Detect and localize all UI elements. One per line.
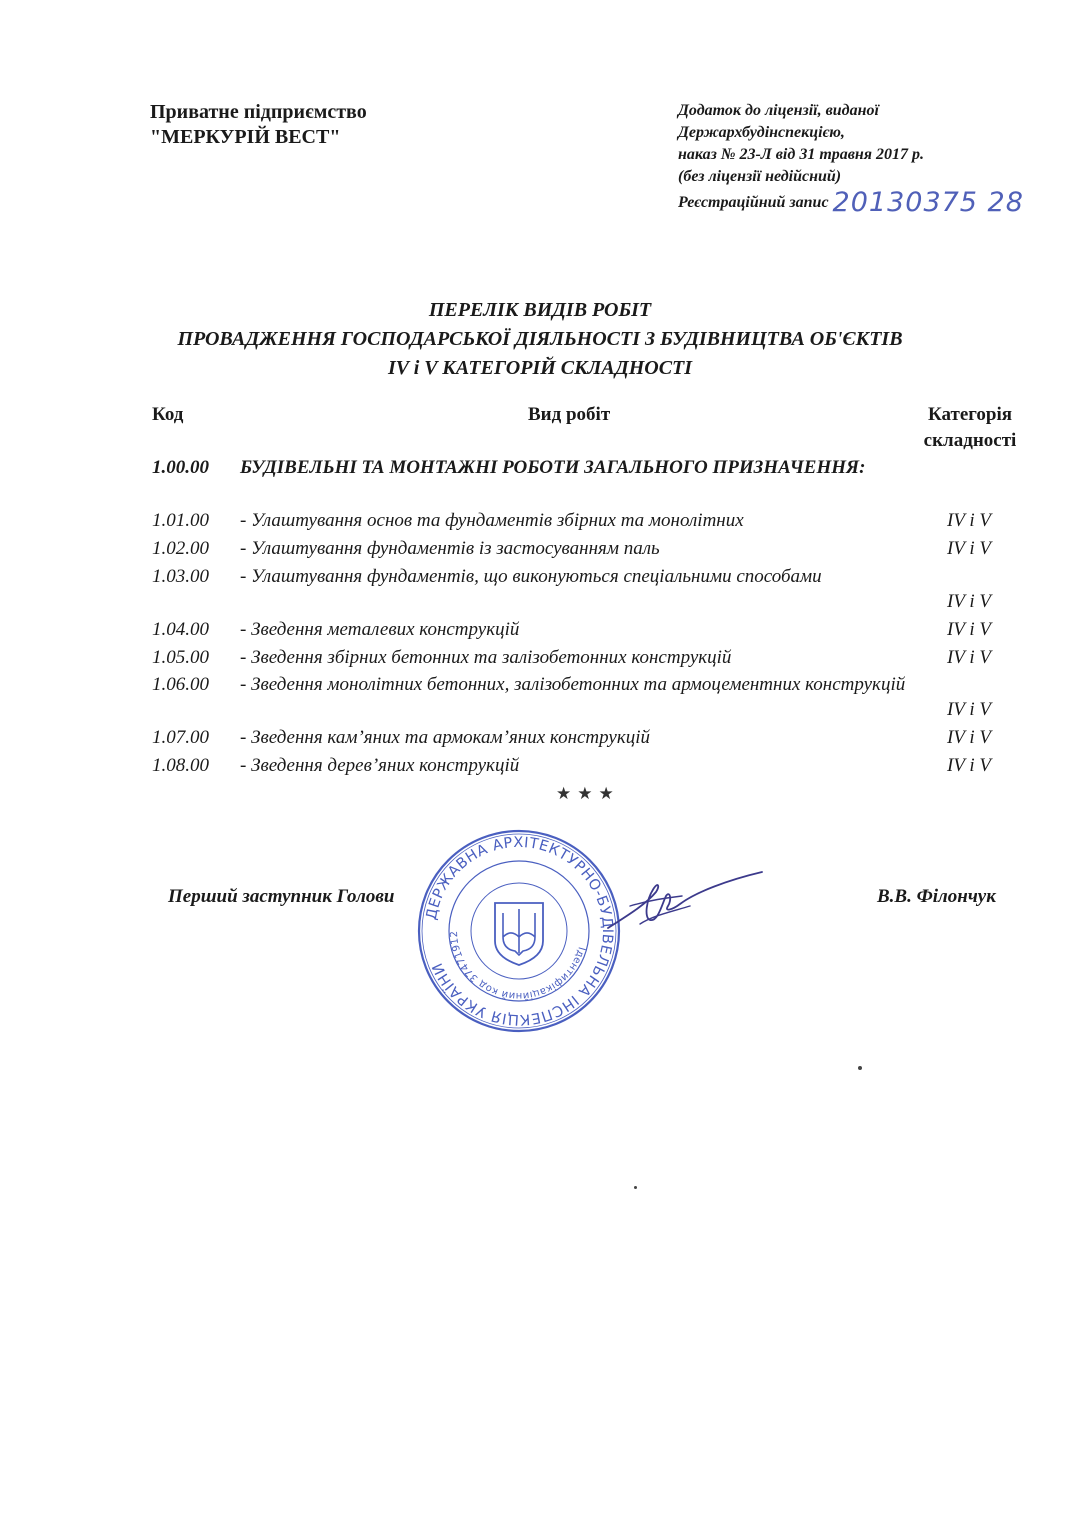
header-category-line-1: Категорія: [927, 404, 1013, 425]
title-line-2: ПРОВАДЖЕННЯ ГОСПОДАРСЬКОЇ ДІЯЛЬНОСТІ З БУДІВНИЦТВА ОБ'ЄКТІВ: [177, 328, 903, 350]
company-block: [150, 100, 367, 150]
row-code: 1.04.00: [152, 619, 209, 640]
company-type: Приватне підприємство: [150, 101, 367, 123]
row-category: IV і V: [947, 699, 991, 720]
annex-line-2: Держархбудінспекцією,: [678, 124, 845, 141]
row-description: - Зведення монолітних бетонних, залізобетонних та армоцементних конструкцій: [240, 674, 906, 695]
row-code: 1.08.00: [152, 755, 209, 776]
row-description: - Улаштування основ та фундаментів збірних та монолітних: [240, 510, 744, 531]
header-category: [914, 402, 1026, 454]
header-code: Код: [152, 404, 184, 425]
signatory-name: В.В. Філончук: [877, 886, 996, 907]
row-code: 1.07.00: [152, 727, 209, 748]
license-annex-block: [678, 100, 1024, 218]
registration-number: 20130375 28: [832, 187, 1024, 218]
header-work: Вид робіт: [528, 404, 611, 425]
row-code: 1.02.00: [152, 538, 209, 559]
title-line-1: ПЕРЕЛІК ВИДІВ РОБІТ: [428, 299, 652, 321]
header-category-line-2: складності: [923, 430, 1017, 451]
trident-emblem-icon: [495, 903, 543, 965]
annex-line-1: Додаток до ліцензії, виданої: [678, 102, 879, 119]
row-code: 1.01.00: [152, 510, 209, 531]
row-category: IV і V: [947, 755, 991, 776]
official-seal-icon: [414, 826, 624, 1036]
row-category: IV і V: [947, 510, 991, 531]
row-description: - Улаштування фундаментів, що виконуються спеціальними способами: [240, 566, 822, 587]
row-code: 1.06.00: [152, 674, 209, 695]
row-description: - Зведення збірних бетонних та залізобетонних конструкцій: [240, 647, 732, 668]
row-category: IV і V: [947, 647, 991, 668]
row-category: IV і V: [947, 727, 991, 748]
row-description: - Зведення металевих конструкцій: [240, 619, 520, 640]
handwritten-signature-icon: [600, 866, 770, 946]
row-description: БУДІВЕЛЬНІ ТА МОНТАЖНІ РОБОТИ ЗАГАЛЬНОГО ПРИЗНАЧЕННЯ:: [240, 457, 866, 478]
document-title: [0, 296, 1080, 383]
row-category: IV і V: [947, 538, 991, 559]
row-description: - Зведення дерев’яних конструкцій: [240, 755, 520, 776]
title-line-3: IV і V КАТЕГОРІЙ СКЛАДНОСТІ: [387, 357, 693, 379]
scan-speck: [634, 1186, 637, 1189]
company-name: "МЕРКУРІЙ ВЕСТ": [150, 126, 341, 148]
annex-line-3: наказ № 23-Л від 31 травня 2017 р.: [678, 146, 925, 163]
row-description: - Улаштування фундаментів із застосуванням паль: [240, 538, 660, 559]
row-code: 1.00.00: [152, 457, 209, 478]
registration-label: Реєстраційний запис: [678, 194, 829, 211]
seal-inner-text: Ідентифікаційний код 37471912: [448, 930, 587, 1002]
seal-outer-text: ДЕРЖАВНА АРХІТЕКТУРНО-БУДІВЕЛЬНА ІНСПЕКЦІЯ УКРАЇНИ: [423, 834, 616, 1028]
separator-stars: ★★★: [556, 784, 620, 803]
annex-line-4: (без ліцензії недійсний): [678, 168, 842, 185]
row-category: IV і V: [947, 619, 991, 640]
signatory-position: Перший заступник Голови: [168, 886, 395, 907]
annex-line-5: [678, 187, 1024, 218]
row-category: IV і V: [947, 591, 991, 612]
scan-speck: [858, 1066, 862, 1070]
row-code: 1.05.00: [152, 647, 209, 668]
row-code: 1.03.00: [152, 566, 209, 587]
row-description: - Зведення кам’яних та армокам’яних конструкцій: [240, 727, 650, 748]
